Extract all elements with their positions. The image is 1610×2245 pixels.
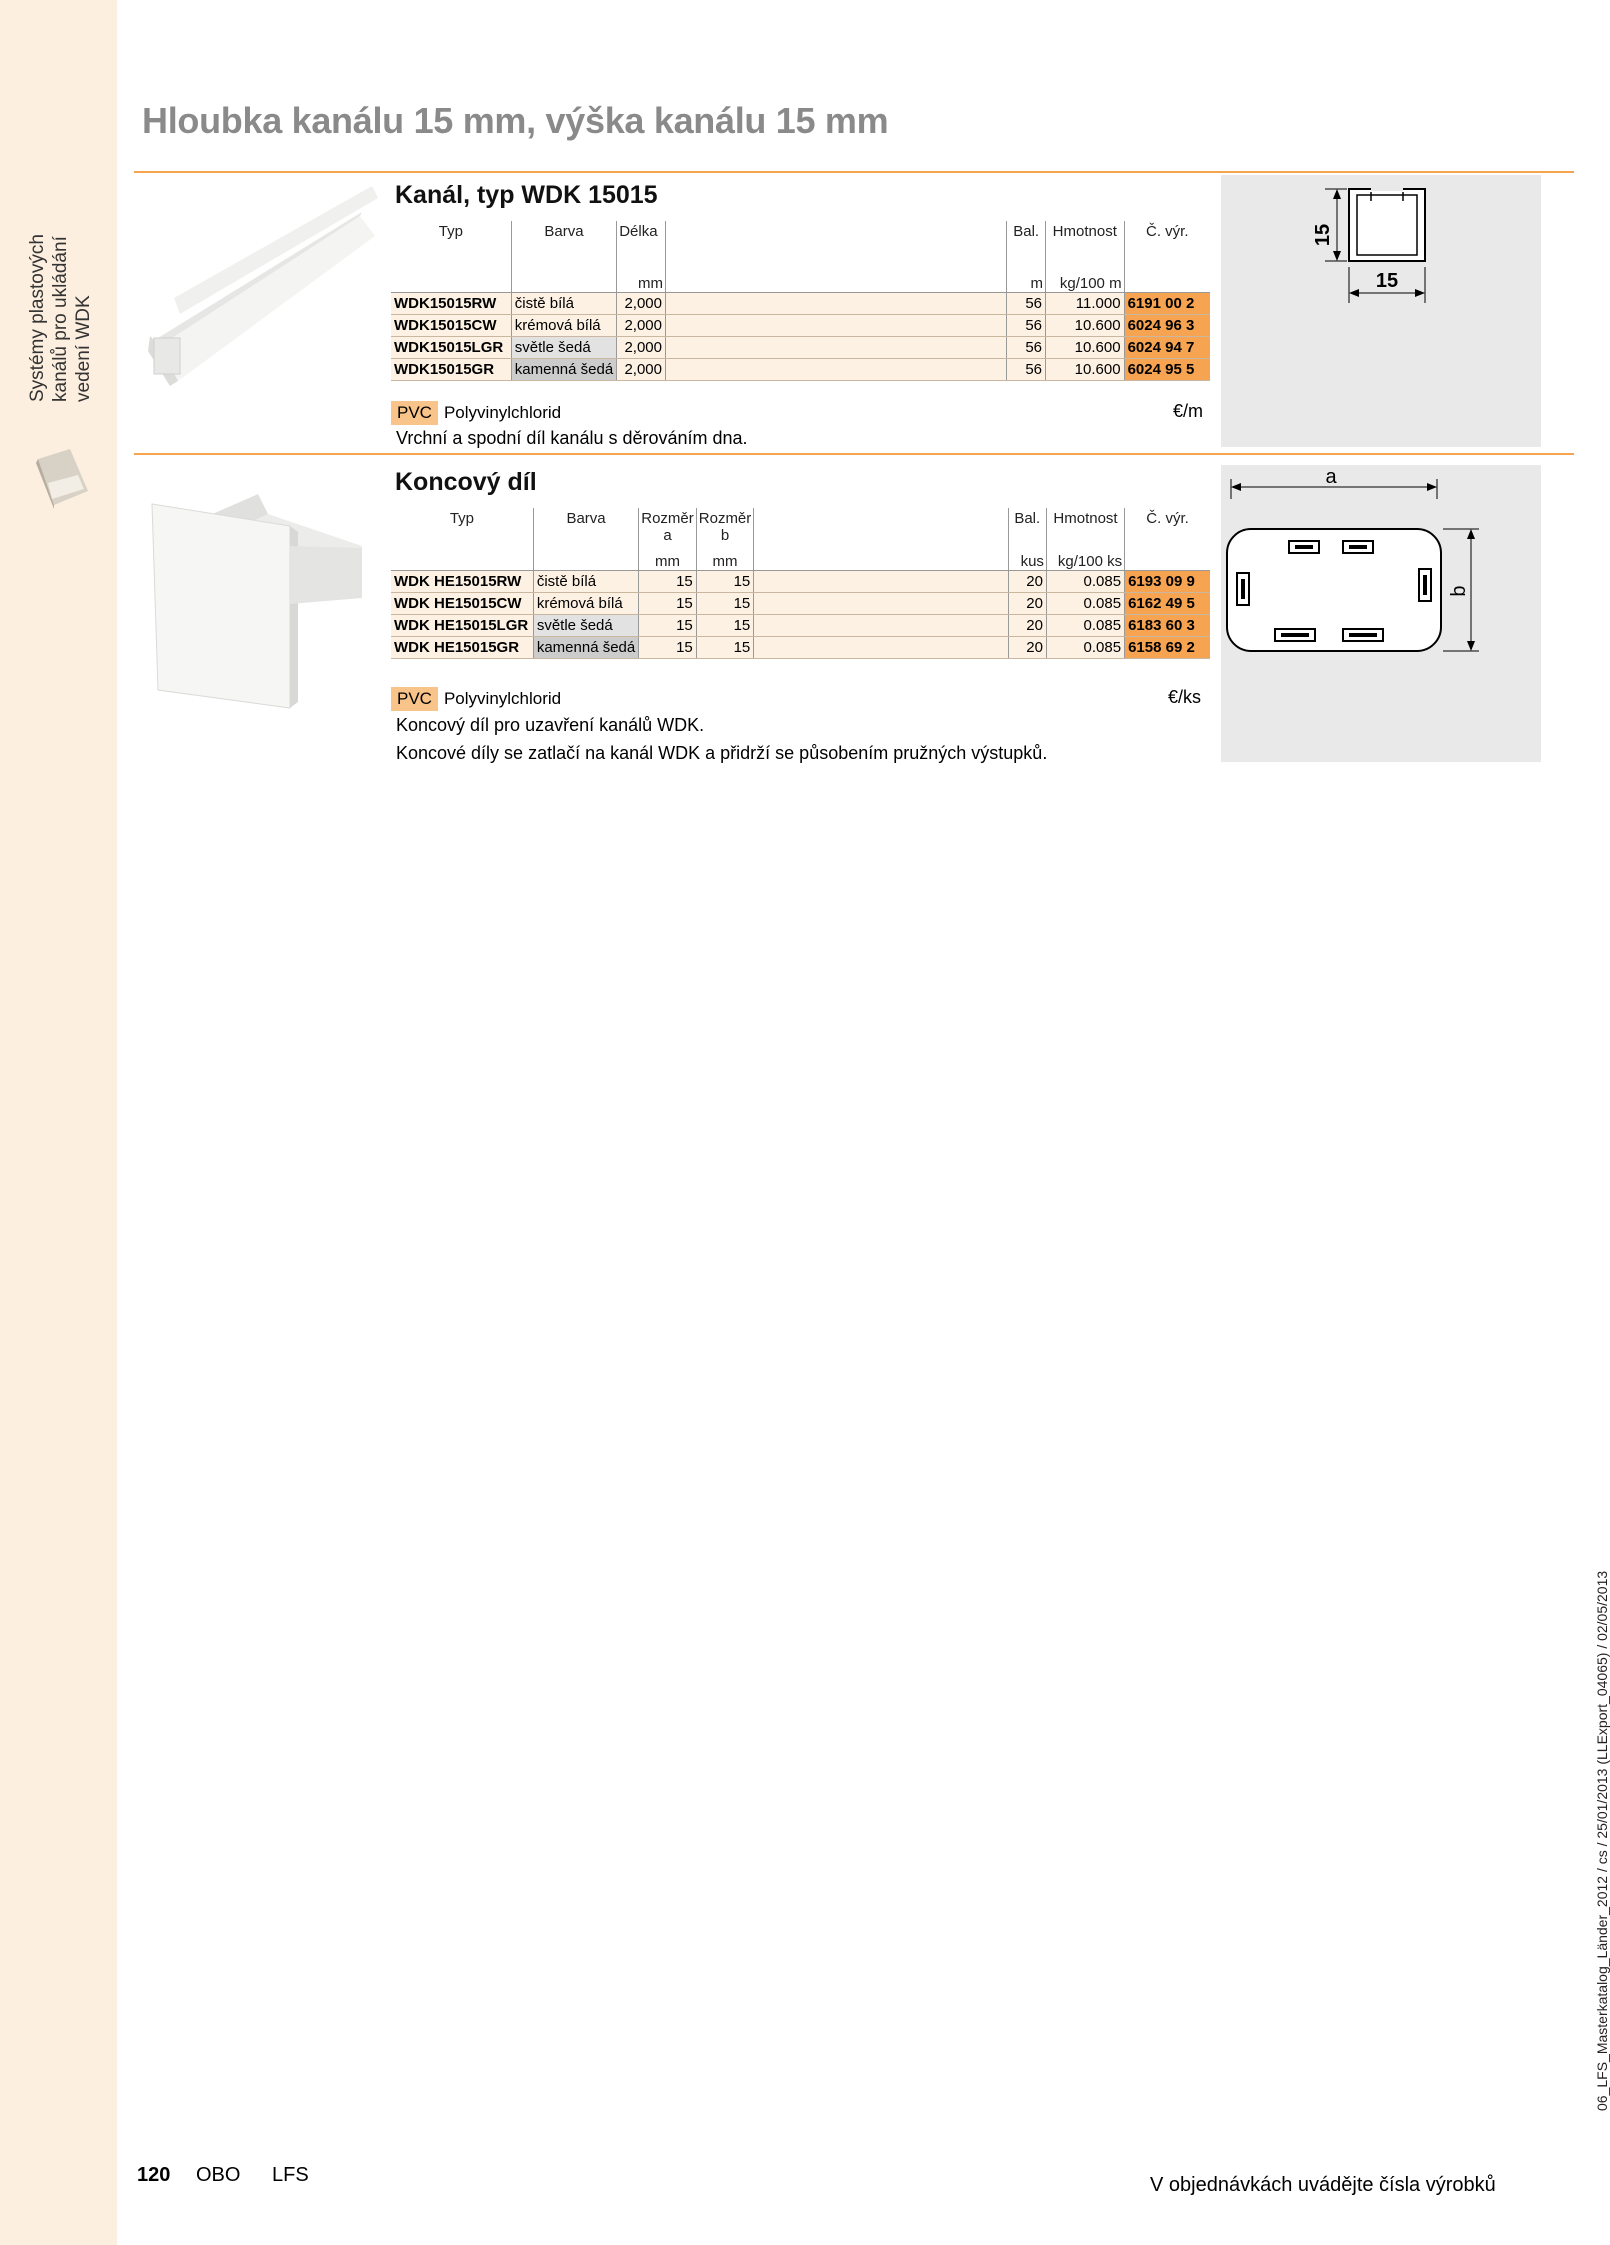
cell-bal: 20 — [1008, 592, 1046, 614]
cell-hmotnost: 11.000 — [1046, 292, 1125, 314]
cell-cislo: 6024 94 7 — [1124, 336, 1210, 358]
sidebar-category — [26, 234, 95, 402]
unit-cell: kg/100 m — [1046, 240, 1125, 292]
material-badge: PVC — [391, 687, 438, 711]
cell-hmotnost: 0.085 — [1046, 636, 1124, 658]
cell-empty — [754, 614, 1008, 636]
cell-cislo: 6193 09 9 — [1125, 570, 1210, 592]
dim-a-label: a — [1325, 466, 1337, 488]
cell-bal: 20 — [1008, 570, 1046, 592]
table-header-row — [391, 221, 1210, 240]
cell-a: 15 — [639, 636, 697, 658]
table-row — [391, 358, 1210, 380]
cell-hmotnost: 10.600 — [1046, 358, 1125, 380]
channel-icon — [34, 447, 90, 511]
cell-empty — [754, 570, 1008, 592]
cell-hmotnost: 0.085 — [1046, 570, 1124, 592]
cell-hmotnost: 0.085 — [1046, 592, 1124, 614]
cell-empty — [665, 292, 1006, 314]
column-header: Rozměr b — [696, 508, 754, 544]
section-title: Kanál, typ WDK 15015 — [395, 181, 658, 209]
sidebar-line: kanálů pro ukládání — [50, 236, 71, 402]
material-badge: PVC — [391, 401, 438, 425]
end-cap-table — [391, 508, 1210, 659]
unit-cell — [1124, 240, 1210, 292]
table-units-row — [391, 544, 1210, 570]
unit-cell: mm — [617, 240, 666, 292]
cell-delka: 2,000 — [617, 358, 666, 380]
cell-barva: krémová bílá — [533, 592, 638, 614]
cell-bal: 56 — [1007, 314, 1046, 336]
channel-diagram — [1221, 175, 1541, 447]
cell-b: 15 — [696, 614, 754, 636]
table-row — [391, 336, 1210, 358]
table-row — [391, 636, 1210, 658]
cell-a: 15 — [639, 570, 697, 592]
cell-typ: WDK HE15015CW — [391, 592, 533, 614]
cell-empty — [665, 358, 1006, 380]
cell-a: 15 — [639, 614, 697, 636]
cell-cislo: 6024 96 3 — [1124, 314, 1210, 336]
cell-bal: 56 — [1007, 336, 1046, 358]
footer-brand: OBO — [196, 2164, 241, 2186]
table-row — [391, 570, 1210, 592]
cell-hmotnost: 10.600 — [1046, 336, 1125, 358]
cell-empty — [754, 636, 1008, 658]
unit-cell — [391, 544, 533, 570]
page-number: 120 — [137, 2164, 171, 2186]
material-row — [391, 401, 561, 425]
sidebar-line: Systémy plastových — [27, 234, 48, 402]
unit-cell — [511, 240, 616, 292]
price-unit: €/ks — [1168, 687, 1202, 707]
cell-delka: 2,000 — [617, 314, 666, 336]
page-title: Hloubka kanálu 15 mm, výška kanálu 15 mm — [142, 100, 889, 141]
footer-brand: LFS — [272, 2164, 309, 2186]
unit-cell — [754, 544, 1008, 570]
column-header: Barva — [533, 508, 638, 544]
material-name: Polyvinylchlorid — [443, 403, 562, 422]
cell-cislo: 6183 60 3 — [1125, 614, 1210, 636]
column-header: Hmotnost — [1046, 221, 1125, 240]
column-header: Typ — [438, 223, 463, 240]
cell-delka: 2,000 — [617, 292, 666, 314]
channel-table — [391, 221, 1210, 381]
unit-cell: kus — [1008, 544, 1046, 570]
dim-b-label: b — [1448, 585, 1470, 597]
section-divider — [134, 171, 1574, 173]
cell-bal: 20 — [1008, 636, 1046, 658]
cell-hmotnost: 0.085 — [1046, 614, 1124, 636]
column-header — [665, 221, 1006, 240]
cell-typ: WDK15015CW — [391, 314, 511, 336]
column-header: Typ — [449, 510, 475, 527]
unit-cell — [533, 544, 638, 570]
table-units-row — [391, 240, 1210, 292]
channel-photo — [140, 186, 380, 406]
material-row — [391, 687, 561, 711]
cell-cislo: 6024 95 5 — [1124, 358, 1210, 380]
cell-a: 15 — [639, 592, 697, 614]
column-header — [754, 508, 1008, 544]
description-line: Koncový díl pro uzavření kanálů WDK. — [396, 715, 705, 735]
unit-cell — [391, 240, 511, 292]
cell-cislo: 6162 49 5 — [1125, 592, 1210, 614]
unit-cell: mm — [696, 544, 754, 570]
unit-cell: mm — [639, 544, 697, 570]
end-cap-drawing — [1221, 465, 1541, 762]
cell-typ: WDK HE15015RW — [391, 570, 533, 592]
description — [396, 711, 1047, 767]
table-row — [391, 592, 1210, 614]
section-divider — [134, 453, 1574, 455]
cell-empty — [665, 314, 1006, 336]
dim-height-label: 15 — [1312, 223, 1334, 247]
material-name: Polyvinylchlorid — [443, 689, 562, 708]
cell-barva: kamenná šedá — [533, 636, 638, 658]
column-header: Č. výr. — [1124, 221, 1210, 240]
cell-empty — [754, 592, 1008, 614]
cell-cislo: 6191 00 2 — [1124, 292, 1210, 314]
description-line: Koncové díly se zatlačí na kanál WDK a přidrží se působením pružných výstupků. — [396, 743, 1048, 763]
table-row — [391, 292, 1210, 314]
cell-b: 15 — [696, 636, 754, 658]
cell-bal: 20 — [1008, 614, 1046, 636]
unit-cell — [1125, 544, 1210, 570]
unit-cell: m — [1007, 240, 1046, 292]
cell-barva: světle šedá — [511, 336, 616, 358]
dim-width-label: 15 — [1375, 270, 1399, 292]
column-header: Rozměr a — [639, 508, 697, 544]
column-header: Hmotnost — [1046, 508, 1124, 544]
end-cap-photo — [148, 486, 374, 712]
column-header: Bal. — [1007, 221, 1046, 240]
cell-typ: WDK HE15015GR — [391, 636, 533, 658]
cell-typ: WDK15015GR — [391, 358, 511, 380]
cell-barva: světle šedá — [533, 614, 638, 636]
cell-barva: čistě bílá — [511, 292, 616, 314]
column-header: Bal. — [1008, 508, 1046, 544]
end-cap-diagram — [1221, 465, 1541, 762]
cell-barva: kamenná šedá — [511, 358, 616, 380]
description: Vrchní a spodní díl kanálu s děrováním dna. — [396, 428, 748, 448]
cell-b: 15 — [696, 592, 754, 614]
unit-cell — [665, 240, 1006, 292]
table-row — [391, 314, 1210, 336]
cell-b: 15 — [696, 570, 754, 592]
unit-cell: kg/100 ks — [1046, 544, 1124, 570]
cell-delka: 2,000 — [617, 336, 666, 358]
cell-hmotnost: 10.600 — [1046, 314, 1125, 336]
cell-empty — [665, 336, 1006, 358]
cell-barva: krémová bílá — [511, 314, 616, 336]
price-unit: €/m — [1173, 401, 1204, 421]
column-header: Barva — [511, 221, 616, 240]
sidebar-line: vedení WDK — [73, 295, 94, 402]
cell-barva: čistě bílá — [533, 570, 638, 592]
column-header: Délka — [617, 221, 666, 240]
cell-typ: WDK15015RW — [391, 292, 511, 314]
section-title: Koncový díl — [395, 468, 537, 496]
cell-bal: 56 — [1007, 358, 1046, 380]
cell-cislo: 6158 69 2 — [1125, 636, 1210, 658]
cell-typ: WDK HE15015LGR — [391, 614, 533, 636]
channel-cross-section-drawing — [1221, 175, 1541, 447]
table-row — [391, 614, 1210, 636]
table-header-row — [391, 508, 1210, 544]
column-header: Č. výr. — [1125, 508, 1210, 544]
print-info: 06_LFS_Masterkatalog_Länder_2012 / cs / 25/01/2013 (LLExport_04065) / 02/05/2013 — [1594, 1570, 1610, 2111]
footer-note: V objednávkách uvádějte čísla výrobků — [1150, 2174, 1496, 2196]
cell-typ: WDK15015LGR — [391, 336, 511, 358]
cell-bal: 56 — [1007, 292, 1046, 314]
